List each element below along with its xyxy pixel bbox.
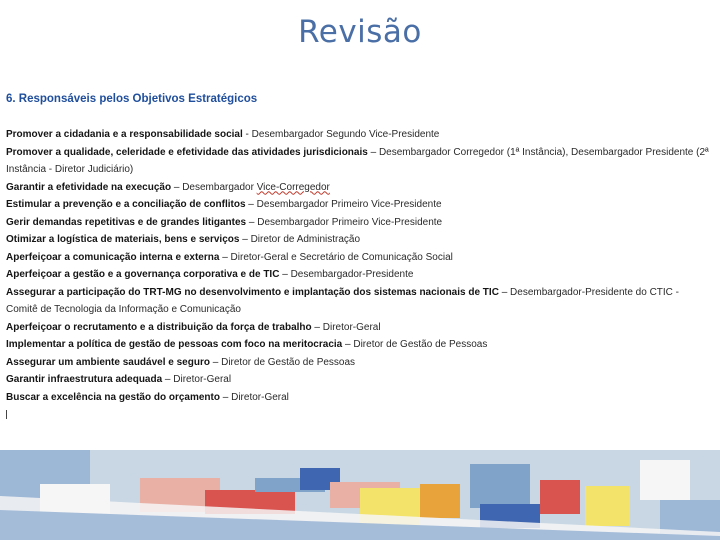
separator: –	[279, 269, 291, 280]
responsible-text: Desembargador-Presidente do CTIC - Comitê de Tecnologia da Informação e Comunicação	[6, 286, 680, 315]
objective-text: Buscar a excelência na gestão do orçamento	[6, 391, 220, 403]
objective-text: Garantir a efetividade na execução	[6, 181, 172, 193]
responsible-text: Desembargador-Presidente	[290, 269, 414, 280]
slide-title: Revisão	[298, 14, 422, 50]
objective-item-9	[6, 284, 710, 319]
objective-text: Garantir infraestrutura adequada	[6, 374, 163, 385]
separator: –	[342, 339, 354, 350]
mosaic-tile	[420, 484, 460, 518]
objective-text: Assegurar a participação do TRT-MG no desenvolvimento e implantação dos sistemas nacionais de TIC	[6, 286, 499, 298]
responsible-text: Diretor-Geral	[231, 391, 289, 403]
objective-item-7	[6, 249, 710, 267]
objective-item-14	[6, 389, 710, 407]
objective-item-3	[6, 179, 710, 197]
objective-text: Assegurar um ambiente saudável e seguro	[6, 356, 210, 368]
objective-item-8	[6, 266, 710, 284]
separator: –	[239, 234, 251, 245]
responsible-text: Desembargador	[182, 181, 257, 193]
mosaic-tile	[585, 486, 630, 526]
separator: -	[242, 129, 252, 140]
separator: –	[219, 391, 232, 403]
mosaic-tile	[470, 464, 530, 508]
document-excerpt	[6, 92, 710, 419]
spellcheck-underlined-text: Vice-Corregedor	[256, 181, 330, 193]
responsible-text: Desembargador Corregedor (1ª Instância), Desembargador Presidente (2ª Instância - Diretor Judiciário)	[6, 146, 709, 175]
decorative-footer-band	[0, 450, 720, 540]
text-cursor	[6, 410, 7, 419]
objective-item-13	[6, 371, 710, 389]
objective-text: Aperfeiçoar a gestão e a governança corporativa e de TIC	[6, 269, 280, 280]
responsible-text: Diretor-Geral	[322, 321, 381, 333]
responsible-text: Desembargador Segundo Vice-Presidente	[251, 129, 440, 140]
objective-text: Promover a qualidade, celeridade e efetividade das atividades jurisdicionais	[6, 146, 368, 158]
responsible-text: Diretor de Gestão de Pessoas	[221, 356, 356, 368]
objective-item-12	[6, 354, 710, 372]
responsible-text: Desembargador Primeiro Vice-Presidente	[257, 216, 443, 228]
objective-item-6	[6, 231, 710, 249]
objective-item-4	[6, 196, 710, 214]
separator: –	[171, 181, 183, 193]
separator: –	[246, 216, 258, 228]
objective-item-11	[6, 336, 710, 354]
separator: –	[162, 374, 174, 385]
objective-text: Implementar a política de gestão de pessoas com foco na meritocracia	[6, 339, 343, 350]
objective-text: Otimizar a logística de materiais, bens e serviços	[6, 234, 240, 245]
separator: –	[219, 251, 231, 263]
objective-item-5	[6, 214, 710, 232]
objective-item-2	[6, 144, 710, 179]
objective-text: Promover a cidadania e a responsabilidade social	[6, 129, 243, 140]
separator: –	[245, 199, 257, 210]
mosaic-tile	[640, 460, 690, 500]
separator: –	[209, 356, 222, 368]
objective-text: Aperfeiçoar o recrutamento e a distribuição da força de trabalho	[6, 321, 312, 333]
mosaic-pattern	[0, 450, 720, 540]
responsible-text: Diretor de Gestão de Pessoas	[353, 339, 488, 350]
responsible-text: Diretor de Administração	[250, 234, 361, 245]
objective-text: Gerir demandas repetitivas e de grandes litigantes	[6, 216, 247, 228]
responsible-text: Desembargador Primeiro Vice-Presidente	[256, 199, 442, 210]
objective-item-1	[6, 126, 710, 144]
responsible-text: Diretor-Geral	[173, 374, 232, 385]
separator: –	[311, 321, 323, 333]
separator: –	[367, 146, 379, 158]
objective-text: Aperfeiçoar a comunicação interna e externa	[6, 251, 220, 263]
responsible-text: Diretor-Geral e Secretário de Comunicação Social	[230, 251, 453, 263]
separator: –	[498, 286, 511, 298]
mosaic-tile	[540, 480, 580, 514]
objective-item-10	[6, 319, 710, 337]
document-heading: 6. Responsáveis pelos Objetivos Estratégicos	[6, 93, 258, 105]
objective-text: Estimular a prevenção e a conciliação de conflitos	[6, 199, 246, 210]
